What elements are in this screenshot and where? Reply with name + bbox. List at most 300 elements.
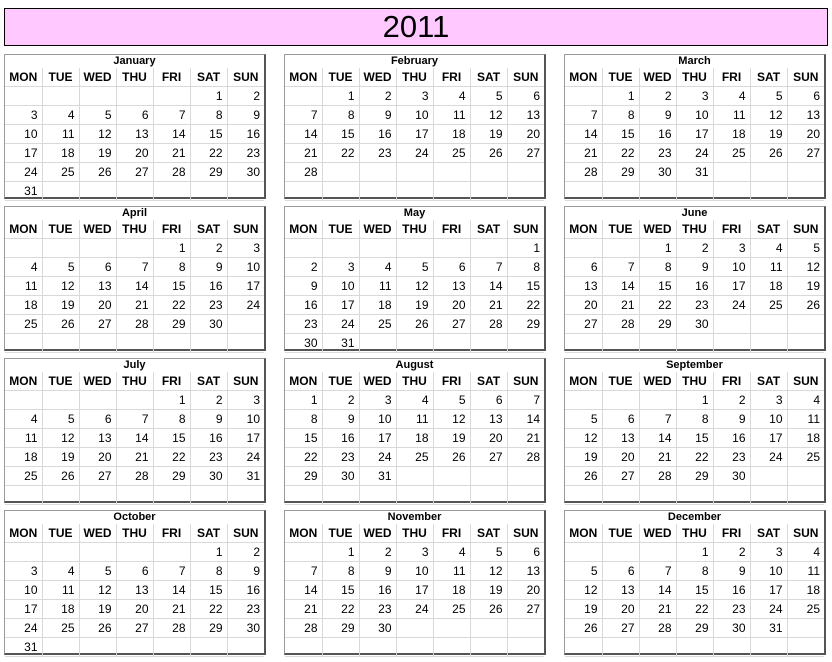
day-cell: 2 bbox=[359, 86, 396, 105]
day-cell: 12 bbox=[565, 428, 602, 447]
day-cell bbox=[153, 637, 190, 656]
day-cell: 21 bbox=[470, 295, 507, 314]
weekday-header: SUN bbox=[787, 372, 824, 390]
week-row bbox=[565, 333, 824, 352]
day-cell bbox=[470, 466, 507, 485]
day-cell: 12 bbox=[396, 276, 433, 295]
week-row bbox=[285, 314, 544, 333]
day-cell bbox=[507, 466, 544, 485]
weekday-header: MON bbox=[565, 372, 602, 390]
day-cell: 28 bbox=[116, 314, 153, 333]
day-cell bbox=[359, 181, 396, 200]
week-row bbox=[5, 637, 264, 656]
day-cell: 4 bbox=[787, 390, 824, 409]
day-cell: 27 bbox=[116, 618, 153, 637]
day-cell: 19 bbox=[433, 428, 470, 447]
day-cell: 16 bbox=[190, 428, 227, 447]
day-cell: 14 bbox=[285, 124, 322, 143]
day-cell: 9 bbox=[713, 409, 750, 428]
day-cell: 22 bbox=[153, 295, 190, 314]
month-february bbox=[284, 54, 546, 199]
day-cell: 3 bbox=[676, 86, 713, 105]
week-row bbox=[285, 162, 544, 181]
day-cell: 16 bbox=[359, 124, 396, 143]
day-cell bbox=[79, 542, 116, 561]
weekday-header: MON bbox=[565, 524, 602, 542]
day-cell: 18 bbox=[433, 124, 470, 143]
day-cell: 1 bbox=[322, 86, 359, 105]
day-cell: 11 bbox=[433, 561, 470, 580]
day-cell: 25 bbox=[787, 599, 824, 618]
day-cell: 26 bbox=[470, 143, 507, 162]
day-cell: 24 bbox=[396, 143, 433, 162]
day-cell: 19 bbox=[470, 580, 507, 599]
day-cell: 20 bbox=[787, 124, 824, 143]
day-cell: 24 bbox=[322, 314, 359, 333]
day-cell bbox=[639, 390, 676, 409]
week-row bbox=[565, 181, 824, 200]
day-cell: 20 bbox=[116, 599, 153, 618]
day-cell: 7 bbox=[602, 257, 639, 276]
day-cell bbox=[322, 238, 359, 257]
day-cell: 22 bbox=[285, 447, 322, 466]
week-row bbox=[5, 618, 264, 637]
day-cell bbox=[433, 238, 470, 257]
day-cell: 5 bbox=[396, 257, 433, 276]
day-cell: 15 bbox=[285, 428, 322, 447]
day-cell: 8 bbox=[153, 409, 190, 428]
day-cell bbox=[79, 485, 116, 504]
week-row bbox=[285, 257, 544, 276]
day-cell bbox=[470, 618, 507, 637]
day-cell: 18 bbox=[750, 276, 787, 295]
day-cell: 25 bbox=[787, 447, 824, 466]
day-cell: 24 bbox=[713, 295, 750, 314]
day-cell bbox=[5, 542, 42, 561]
day-cell: 4 bbox=[433, 86, 470, 105]
day-cell: 30 bbox=[676, 314, 713, 333]
day-cell: 27 bbox=[507, 143, 544, 162]
day-cell: 17 bbox=[322, 295, 359, 314]
weekday-header: SAT bbox=[750, 524, 787, 542]
day-cell: 22 bbox=[639, 295, 676, 314]
day-cell: 24 bbox=[227, 295, 264, 314]
weekday-header: WED bbox=[79, 220, 116, 238]
day-cell: 18 bbox=[42, 599, 79, 618]
weekday-header: SAT bbox=[750, 372, 787, 390]
week-row bbox=[285, 143, 544, 162]
day-cell bbox=[433, 618, 470, 637]
day-cell: 10 bbox=[750, 409, 787, 428]
weekday-header: TUE bbox=[602, 68, 639, 86]
day-cell: 12 bbox=[565, 580, 602, 599]
day-cell: 1 bbox=[507, 238, 544, 257]
week-row bbox=[5, 333, 264, 352]
day-cell: 22 bbox=[322, 143, 359, 162]
week-row bbox=[565, 314, 824, 333]
week-row bbox=[5, 485, 264, 504]
day-cell: 4 bbox=[42, 105, 79, 124]
day-cell: 16 bbox=[359, 580, 396, 599]
day-cell: 4 bbox=[396, 390, 433, 409]
month-table bbox=[285, 220, 544, 353]
day-cell: 27 bbox=[602, 618, 639, 637]
day-cell: 27 bbox=[116, 162, 153, 181]
day-cell: 30 bbox=[639, 162, 676, 181]
day-cell: 1 bbox=[676, 390, 713, 409]
day-cell bbox=[285, 238, 322, 257]
day-cell: 12 bbox=[750, 105, 787, 124]
day-cell: 14 bbox=[285, 580, 322, 599]
weekday-header: MON bbox=[565, 220, 602, 238]
day-cell: 19 bbox=[42, 447, 79, 466]
weekday-header: WED bbox=[79, 372, 116, 390]
day-cell: 13 bbox=[602, 580, 639, 599]
day-cell: 6 bbox=[79, 257, 116, 276]
weekday-header-row bbox=[285, 68, 544, 86]
week-row bbox=[285, 618, 544, 637]
day-cell: 25 bbox=[713, 143, 750, 162]
day-cell bbox=[750, 314, 787, 333]
day-cell bbox=[433, 485, 470, 504]
weekday-header: FRI bbox=[433, 372, 470, 390]
day-cell: 8 bbox=[639, 257, 676, 276]
day-cell bbox=[79, 390, 116, 409]
day-cell: 13 bbox=[116, 580, 153, 599]
day-cell: 31 bbox=[322, 333, 359, 352]
day-cell: 29 bbox=[153, 466, 190, 485]
weekday-header: SAT bbox=[470, 372, 507, 390]
day-cell: 26 bbox=[396, 314, 433, 333]
day-cell bbox=[190, 485, 227, 504]
day-cell bbox=[396, 333, 433, 352]
day-cell: 7 bbox=[565, 105, 602, 124]
day-cell: 9 bbox=[322, 409, 359, 428]
weekday-header: THU bbox=[116, 372, 153, 390]
day-cell: 18 bbox=[433, 580, 470, 599]
day-cell: 4 bbox=[359, 257, 396, 276]
day-cell: 25 bbox=[359, 314, 396, 333]
day-cell bbox=[396, 485, 433, 504]
day-cell: 21 bbox=[153, 143, 190, 162]
day-cell bbox=[750, 637, 787, 656]
day-cell: 26 bbox=[79, 618, 116, 637]
day-cell bbox=[750, 181, 787, 200]
day-cell bbox=[507, 162, 544, 181]
month-table bbox=[565, 372, 824, 505]
day-cell bbox=[42, 390, 79, 409]
weekday-header: TUE bbox=[322, 220, 359, 238]
day-cell: 25 bbox=[750, 295, 787, 314]
day-cell: 22 bbox=[507, 295, 544, 314]
week-row bbox=[285, 580, 544, 599]
day-cell: 1 bbox=[153, 238, 190, 257]
week-row bbox=[285, 333, 544, 352]
day-cell bbox=[396, 466, 433, 485]
day-cell: 2 bbox=[322, 390, 359, 409]
day-cell: 22 bbox=[676, 447, 713, 466]
month-table bbox=[285, 372, 544, 505]
day-cell: 3 bbox=[713, 238, 750, 257]
day-cell: 15 bbox=[602, 124, 639, 143]
month-name: May bbox=[403, 207, 426, 219]
week-row bbox=[565, 238, 824, 257]
day-cell bbox=[285, 181, 322, 200]
weekday-header: FRI bbox=[713, 220, 750, 238]
day-cell: 13 bbox=[116, 124, 153, 143]
day-cell: 5 bbox=[79, 561, 116, 580]
day-cell: 5 bbox=[470, 542, 507, 561]
day-cell: 15 bbox=[190, 580, 227, 599]
weekday-header: FRI bbox=[153, 372, 190, 390]
weekday-header: FRI bbox=[433, 524, 470, 542]
day-cell: 7 bbox=[639, 561, 676, 580]
day-cell: 26 bbox=[433, 447, 470, 466]
day-cell: 9 bbox=[676, 257, 713, 276]
day-cell: 11 bbox=[42, 580, 79, 599]
day-cell bbox=[565, 542, 602, 561]
day-cell: 2 bbox=[713, 390, 750, 409]
week-row bbox=[285, 466, 544, 485]
weekday-header: WED bbox=[359, 68, 396, 86]
day-cell bbox=[116, 637, 153, 656]
day-cell: 31 bbox=[750, 618, 787, 637]
day-cell bbox=[565, 181, 602, 200]
day-cell: 2 bbox=[190, 238, 227, 257]
month-name: August bbox=[395, 359, 434, 371]
day-cell: 25 bbox=[433, 143, 470, 162]
day-cell: 29 bbox=[639, 314, 676, 333]
month-name: October bbox=[113, 511, 156, 523]
week-row bbox=[565, 124, 824, 143]
week-row bbox=[565, 295, 824, 314]
day-cell bbox=[42, 637, 79, 656]
day-cell bbox=[79, 86, 116, 105]
month-table bbox=[285, 524, 544, 657]
day-cell: 15 bbox=[676, 428, 713, 447]
day-cell: 8 bbox=[676, 561, 713, 580]
day-cell: 22 bbox=[190, 143, 227, 162]
day-cell: 4 bbox=[787, 542, 824, 561]
day-cell: 30 bbox=[227, 162, 264, 181]
day-cell bbox=[639, 333, 676, 352]
week-row bbox=[5, 276, 264, 295]
month-march bbox=[564, 54, 826, 199]
week-row bbox=[285, 181, 544, 200]
day-cell: 9 bbox=[190, 257, 227, 276]
day-cell bbox=[507, 618, 544, 637]
day-cell: 15 bbox=[676, 580, 713, 599]
weekday-header-row bbox=[5, 524, 264, 542]
day-cell: 26 bbox=[787, 295, 824, 314]
day-cell: 26 bbox=[470, 599, 507, 618]
day-cell: 23 bbox=[322, 447, 359, 466]
day-cell: 8 bbox=[285, 409, 322, 428]
week-row bbox=[5, 561, 264, 580]
day-cell: 20 bbox=[565, 295, 602, 314]
day-cell: 30 bbox=[713, 618, 750, 637]
day-cell: 6 bbox=[470, 390, 507, 409]
week-row bbox=[565, 409, 824, 428]
day-cell: 22 bbox=[153, 447, 190, 466]
day-cell: 13 bbox=[507, 561, 544, 580]
day-cell bbox=[116, 333, 153, 352]
weekday-header: MON bbox=[5, 372, 42, 390]
day-cell: 2 bbox=[359, 542, 396, 561]
day-cell: 8 bbox=[676, 409, 713, 428]
day-cell: 5 bbox=[79, 105, 116, 124]
day-cell: 25 bbox=[5, 466, 42, 485]
day-cell: 18 bbox=[713, 124, 750, 143]
day-cell: 16 bbox=[676, 276, 713, 295]
day-cell bbox=[470, 162, 507, 181]
day-cell: 17 bbox=[227, 428, 264, 447]
day-cell bbox=[470, 485, 507, 504]
day-cell bbox=[676, 485, 713, 504]
week-row bbox=[5, 447, 264, 466]
day-cell: 25 bbox=[396, 447, 433, 466]
day-cell: 12 bbox=[470, 561, 507, 580]
week-row bbox=[565, 561, 824, 580]
day-cell: 18 bbox=[5, 447, 42, 466]
weekday-header: FRI bbox=[713, 372, 750, 390]
day-cell bbox=[787, 485, 824, 504]
day-cell: 13 bbox=[470, 409, 507, 428]
day-cell: 20 bbox=[470, 428, 507, 447]
week-row bbox=[565, 618, 824, 637]
day-cell bbox=[470, 637, 507, 656]
day-cell bbox=[433, 181, 470, 200]
day-cell: 27 bbox=[565, 314, 602, 333]
day-cell bbox=[42, 542, 79, 561]
month-table bbox=[5, 372, 264, 505]
day-cell: 10 bbox=[676, 105, 713, 124]
day-cell: 28 bbox=[470, 314, 507, 333]
day-cell: 28 bbox=[285, 162, 322, 181]
day-cell: 17 bbox=[227, 276, 264, 295]
month-name: July bbox=[123, 359, 146, 371]
day-cell bbox=[79, 637, 116, 656]
day-cell: 23 bbox=[359, 599, 396, 618]
weekday-header: THU bbox=[116, 220, 153, 238]
day-cell: 10 bbox=[359, 409, 396, 428]
day-cell: 2 bbox=[676, 238, 713, 257]
day-cell: 10 bbox=[713, 257, 750, 276]
day-cell: 14 bbox=[639, 428, 676, 447]
day-cell bbox=[602, 333, 639, 352]
weekday-header: WED bbox=[359, 524, 396, 542]
day-cell bbox=[507, 333, 544, 352]
day-cell: 9 bbox=[227, 561, 264, 580]
day-cell: 16 bbox=[322, 428, 359, 447]
day-cell: 21 bbox=[285, 143, 322, 162]
week-row bbox=[565, 542, 824, 561]
day-cell: 11 bbox=[713, 105, 750, 124]
week-row bbox=[285, 295, 544, 314]
day-cell: 3 bbox=[750, 542, 787, 561]
day-cell bbox=[79, 238, 116, 257]
day-cell bbox=[433, 162, 470, 181]
week-row bbox=[5, 86, 264, 105]
day-cell bbox=[602, 181, 639, 200]
day-cell bbox=[5, 238, 42, 257]
day-cell: 25 bbox=[42, 162, 79, 181]
day-cell: 17 bbox=[750, 580, 787, 599]
day-cell: 19 bbox=[787, 276, 824, 295]
weekday-header: FRI bbox=[153, 524, 190, 542]
weekday-header: THU bbox=[116, 524, 153, 542]
day-cell: 17 bbox=[5, 143, 42, 162]
day-cell: 1 bbox=[285, 390, 322, 409]
day-cell: 11 bbox=[787, 409, 824, 428]
day-cell: 21 bbox=[565, 143, 602, 162]
day-cell bbox=[565, 390, 602, 409]
day-cell: 27 bbox=[79, 466, 116, 485]
month-december bbox=[564, 510, 826, 655]
day-cell bbox=[190, 181, 227, 200]
weekday-header: FRI bbox=[433, 68, 470, 86]
day-cell: 28 bbox=[285, 618, 322, 637]
day-cell: 19 bbox=[42, 295, 79, 314]
day-cell: 19 bbox=[750, 124, 787, 143]
day-cell: 22 bbox=[602, 143, 639, 162]
day-cell: 24 bbox=[750, 599, 787, 618]
weekday-header: TUE bbox=[602, 524, 639, 542]
week-row bbox=[285, 485, 544, 504]
day-cell: 28 bbox=[602, 314, 639, 333]
weekday-header: MON bbox=[5, 220, 42, 238]
day-cell bbox=[190, 333, 227, 352]
day-cell bbox=[713, 637, 750, 656]
day-cell: 31 bbox=[227, 466, 264, 485]
week-row bbox=[565, 162, 824, 181]
day-cell: 13 bbox=[79, 428, 116, 447]
day-cell: 6 bbox=[116, 105, 153, 124]
month-name: January bbox=[113, 55, 156, 67]
day-cell: 22 bbox=[190, 599, 227, 618]
day-cell: 16 bbox=[713, 428, 750, 447]
week-row bbox=[285, 561, 544, 580]
day-cell bbox=[359, 333, 396, 352]
month-may bbox=[284, 206, 546, 351]
weekday-header-row bbox=[565, 220, 824, 238]
day-cell: 24 bbox=[5, 618, 42, 637]
day-cell: 24 bbox=[676, 143, 713, 162]
day-cell bbox=[750, 333, 787, 352]
day-cell: 17 bbox=[359, 428, 396, 447]
day-cell bbox=[153, 333, 190, 352]
day-cell: 6 bbox=[565, 257, 602, 276]
day-cell: 1 bbox=[190, 86, 227, 105]
day-cell bbox=[676, 637, 713, 656]
day-cell: 7 bbox=[507, 390, 544, 409]
month-name: September bbox=[666, 359, 723, 371]
weekday-header: TUE bbox=[322, 372, 359, 390]
day-cell bbox=[433, 333, 470, 352]
day-cell: 19 bbox=[79, 143, 116, 162]
day-cell bbox=[227, 333, 264, 352]
weekday-header: THU bbox=[676, 524, 713, 542]
day-cell: 14 bbox=[153, 580, 190, 599]
weekday-header: TUE bbox=[602, 372, 639, 390]
day-cell: 22 bbox=[676, 599, 713, 618]
week-row bbox=[565, 637, 824, 656]
weekday-header: THU bbox=[676, 220, 713, 238]
month-table bbox=[5, 220, 264, 353]
day-cell: 16 bbox=[713, 580, 750, 599]
day-cell: 26 bbox=[79, 162, 116, 181]
day-cell: 21 bbox=[285, 599, 322, 618]
